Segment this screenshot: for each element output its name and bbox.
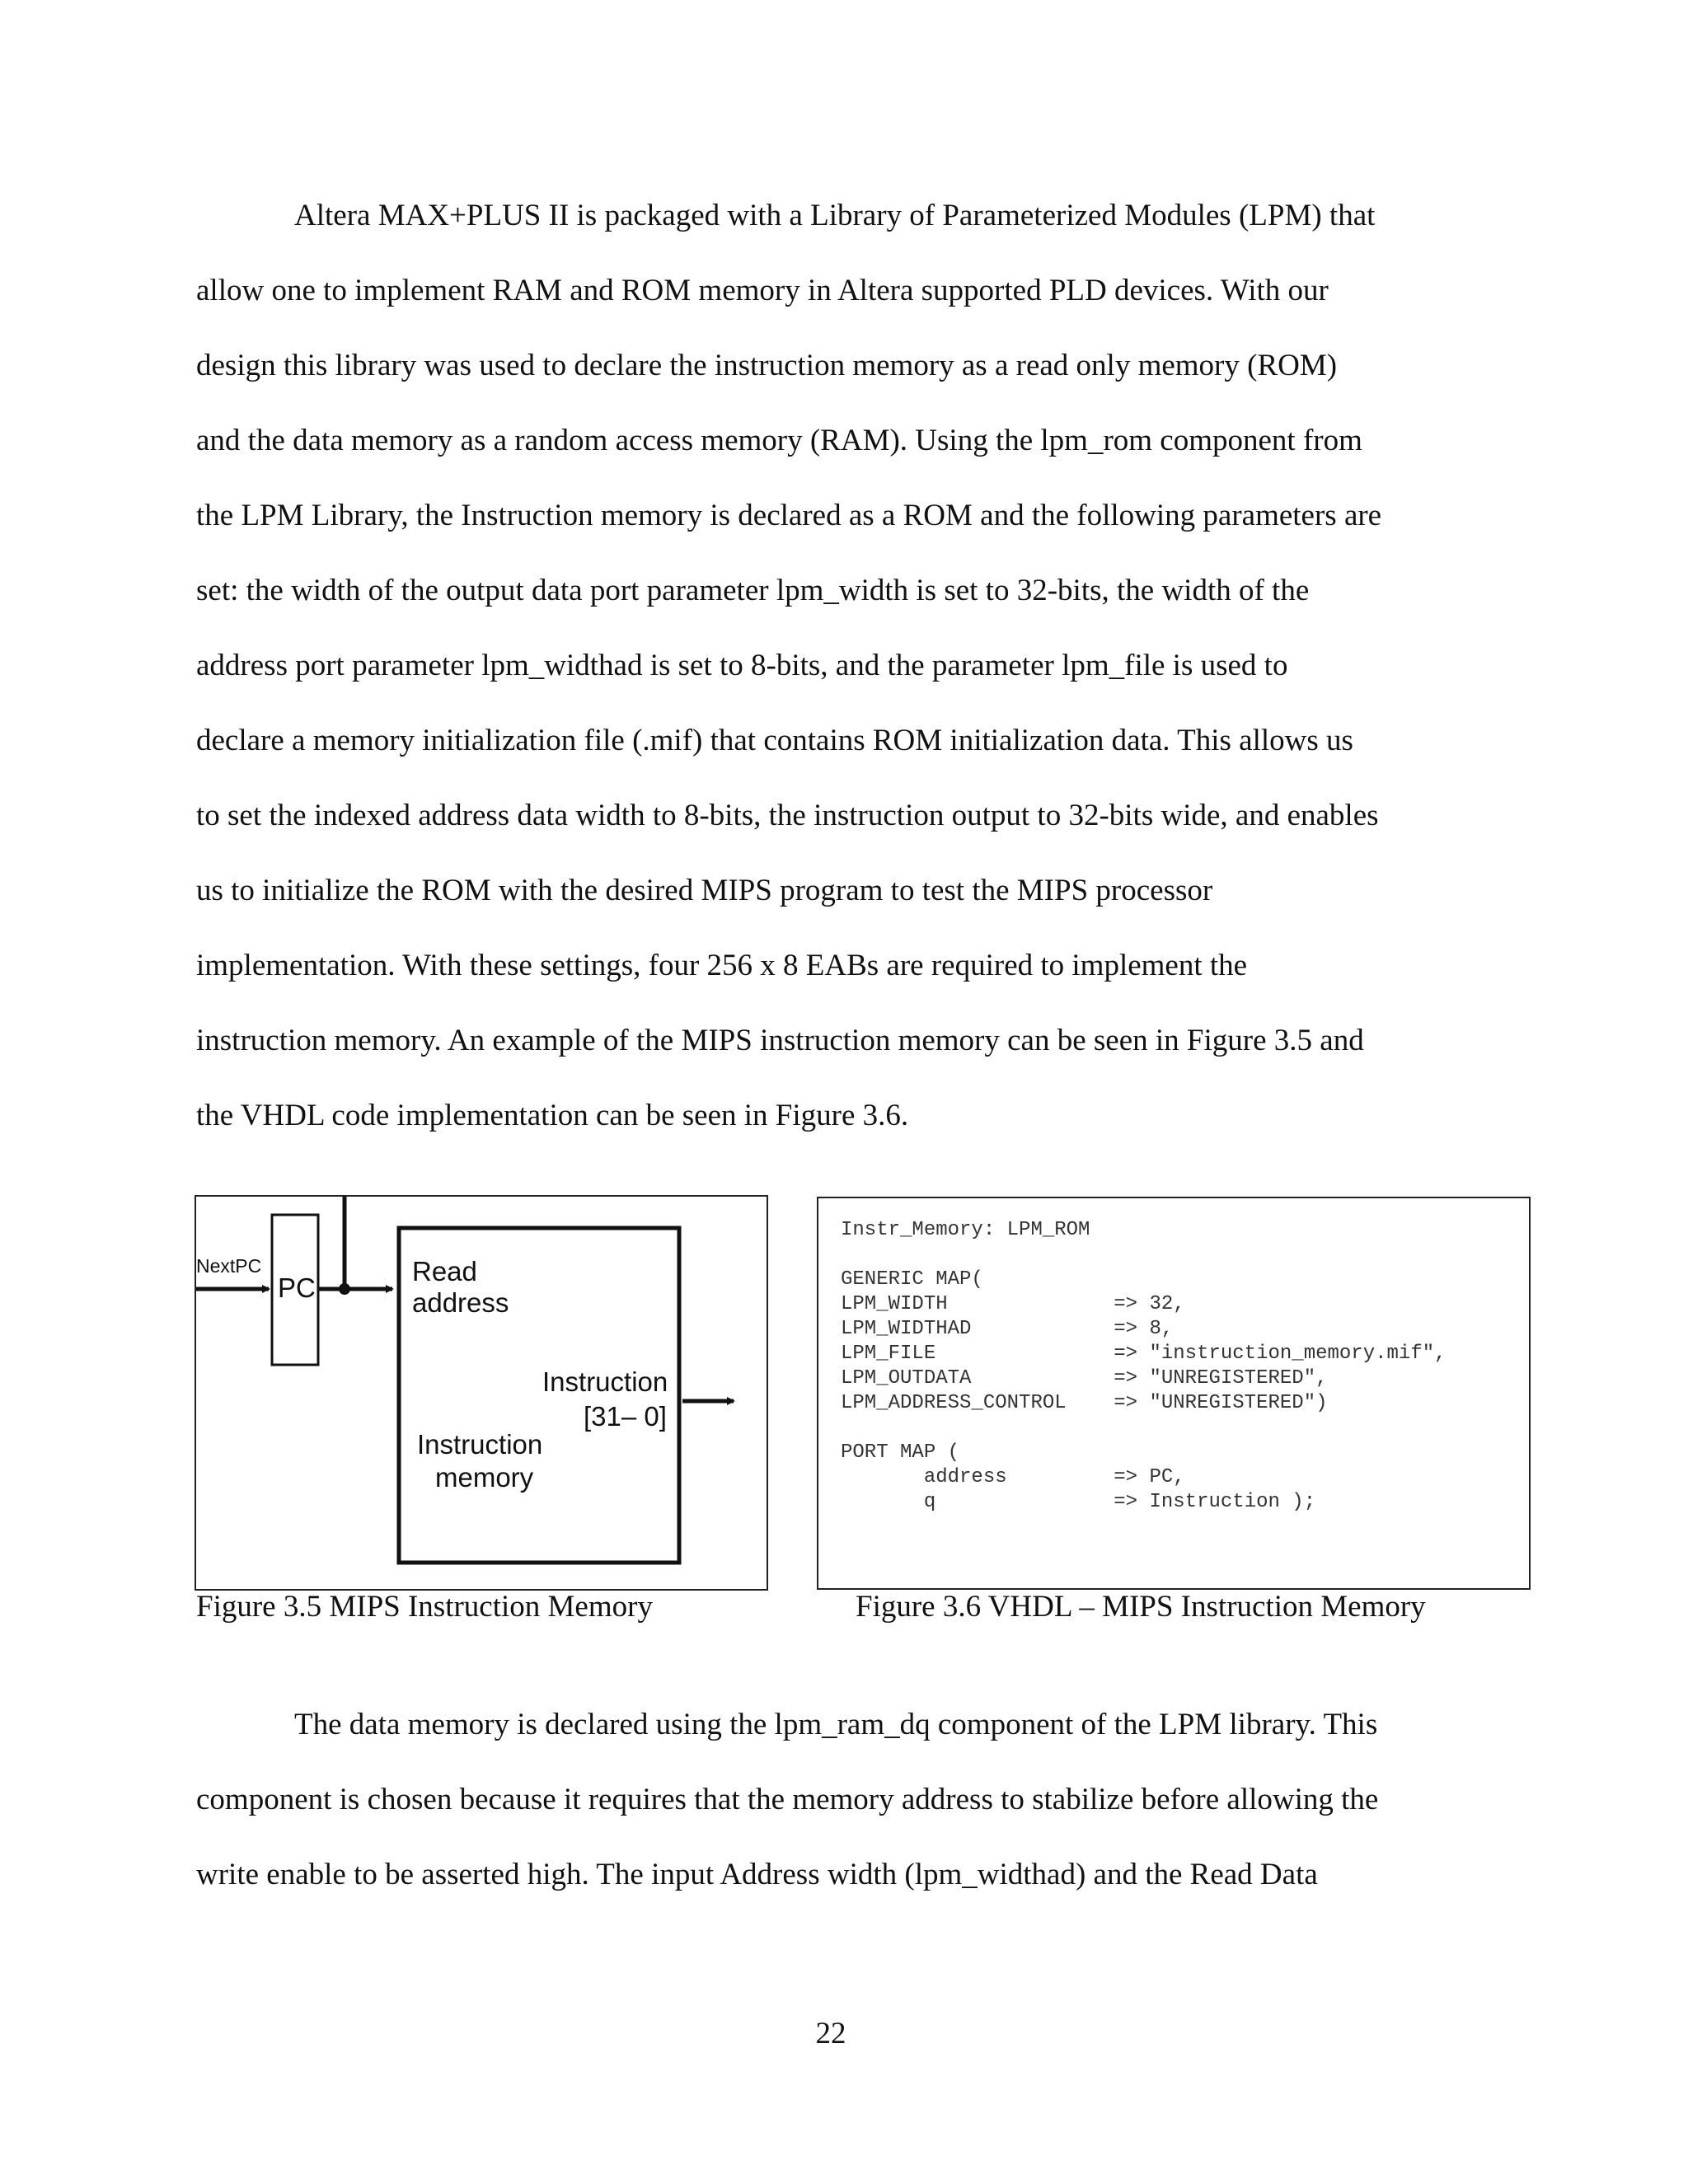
text-line: component is chosen because it requires that the memory address to stabilize before allowing the: [196, 1783, 1379, 1816]
text-line: design this library was used to declare the instruction memory as a read only memory (ROM): [196, 349, 1338, 382]
figure-3-5-diagram: [195, 1195, 768, 1591]
text-line: the LPM Library, the Instruction memory is declared as a ROM and the following parameters are: [196, 499, 1382, 532]
figure-3-5-caption: Figure 3.5 MIPS Instruction Memory: [196, 1590, 653, 1624]
code-line: LPM_OUTDATA => "UNREGISTERED",: [841, 1367, 1328, 1390]
vhdl-code-listing: [841, 1218, 1447, 1515]
code-line: PORT MAP (: [841, 1441, 960, 1464]
code-line: GENERIC MAP(: [841, 1268, 983, 1291]
paragraph-lpm-rom: [196, 178, 1490, 1153]
text-line: and the data memory as a random access memory (RAM). Using the lpm_rom component from: [196, 424, 1362, 457]
pc-label: PC: [278, 1272, 316, 1303]
text-line: The data memory is declared using the lpm_ram_dq component of the LPM library. This: [294, 1708, 1378, 1741]
memory-title-line-2: memory: [435, 1462, 534, 1493]
code-line: LPM_WIDTHAD => 8,: [841, 1318, 1174, 1340]
code-line: LPM_ADDRESS_CONTROL => "UNREGISTERED"): [841, 1392, 1328, 1414]
instruction-output-label: Instruction: [542, 1366, 668, 1397]
nextpc-label: NextPC: [196, 1255, 262, 1277]
read-label: Read: [412, 1256, 477, 1286]
text-line: address port parameter lpm_widthad is set to 8-bits, and the parameter lpm_file is used to: [196, 649, 1288, 682]
text-line: allow one to implement RAM and ROM memory in Altera supported PLD devices. With our: [196, 274, 1329, 307]
code-line: LPM_FILE => "instruction_memory.mif",: [841, 1343, 1447, 1365]
text-line: instruction memory. An example of the MIPS instruction memory can be seen in Figure 3.5 and: [196, 1024, 1364, 1057]
text-line: to set the indexed address data width to 8-bits, the instruction output to 32-bits wide, and enables: [196, 799, 1379, 832]
text-line: the VHDL code implementation can be seen in Figure 3.6.: [196, 1099, 909, 1132]
page-number: 22: [815, 2017, 846, 2050]
text-line: us to initialize the ROM with the desired MIPS program to test the MIPS processor: [196, 874, 1213, 907]
code-line: Instr_Memory: LPM_ROM: [841, 1219, 1090, 1241]
text-line: set: the width of the output data port parameter lpm_width is set to 32-bits, the width of the: [196, 574, 1310, 607]
instruction-memory-diagram: [196, 1197, 767, 1589]
code-line: address => PC,: [841, 1466, 1185, 1488]
code-line: LPM_WIDTH => 32,: [841, 1293, 1185, 1315]
figure-3-6-caption: Figure 3.6 VHDL – MIPS Instruction Memory: [856, 1590, 1426, 1624]
text-line: Altera MAX+PLUS II is packaged with a Library of Parameterized Modules (LPM) that: [294, 199, 1376, 232]
text-line: write enable to be asserted high. The input Address width (lpm_widthad) and the Read Data: [196, 1858, 1318, 1891]
junction-dot: [339, 1283, 350, 1295]
instruction-bits-label: [31– 0]: [584, 1401, 667, 1432]
paragraph-lpm-ram: [196, 1687, 1490, 1912]
text-line: implementation. With these settings, four 256 x 8 EABs are required to implement the: [196, 949, 1248, 982]
address-label: address: [412, 1287, 509, 1318]
code-line: q => Instruction );: [841, 1491, 1316, 1513]
text-line: declare a memory initialization file (.mif) that contains ROM initialization data. This allows us: [196, 724, 1353, 757]
memory-title-line-1: Instruction: [417, 1429, 543, 1460]
